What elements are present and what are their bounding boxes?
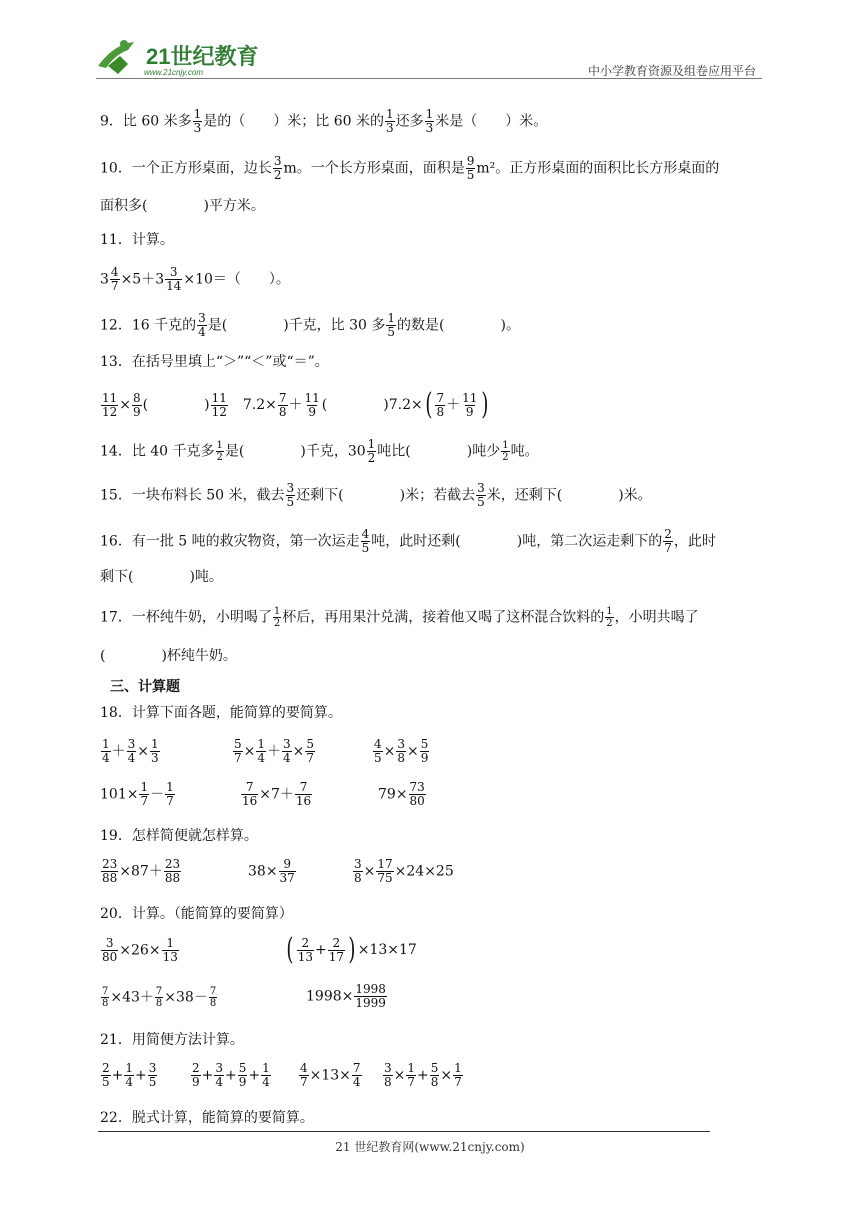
- header-platform-text: 中小学教育资源及组卷应用平台: [587, 64, 756, 78]
- svg-text:21世纪教育: 21世纪教育: [146, 44, 259, 69]
- q20-expr-3: $\frac{7}{8}$ ×43＋ $\frac{7}{8}$ ×38－ $\frac{7}{8}$: [102, 986, 217, 1009]
- q21-expr-3: $\frac{4}{7}$ ×13× $\frac{7}{4}$: [300, 1061, 361, 1089]
- question-22: 22．脱式计算，能简算的要简算。: [100, 1110, 314, 1126]
- q18-expr-3: $\frac{4}{5}$ × $\frac{3}{8}$ × $\frac{5}{9}$: [374, 737, 429, 765]
- footer-text[interactable]: 21 世纪教育网(www.21cnjy.com): [335, 1140, 525, 1154]
- question-18: 18．计算下面各题，能简算的要简算。: [100, 705, 342, 721]
- question-10-line2: 面积多( )平方米。: [100, 198, 265, 214]
- question-11: 11．计算。: [100, 232, 174, 248]
- q20-expr-4: 1998× $\frac{1998}{1999}$: [306, 982, 386, 1010]
- question-10: 10．一个正方形桌面，边长 $\frac{3}{2}$ m。一个长方形桌面，面积是 $\frac{9}{5}$ m²。正方形桌面的面积比长方形桌面的: [100, 154, 720, 182]
- q18-expr-6: 79× $\frac{73}{80}$: [378, 780, 425, 808]
- question-11-expr: 3 $\frac{4}{7}$ ×5＋3 $\frac{3}{14}$ ×10＝（ ）。: [100, 265, 290, 293]
- question-16-line2: 剩下( )吨。: [100, 569, 223, 585]
- svg-text:www.21cnjy.com: www.21cnjy.com: [144, 68, 203, 77]
- header-divider: [96, 78, 762, 79]
- question-13: 13．在括号里填上“＞”“＜”或“＝”。: [100, 354, 329, 370]
- q21-expr-2: $\frac{2}{9}$ + $\frac{3}{4}$ + $\frac{5}{9}$ + $\frac{1}{4}$: [192, 1061, 270, 1089]
- section-heading-3: 三、计算题: [110, 679, 180, 695]
- q21-expr-4: $\frac{3}{8}$ × $\frac{1}{7}$ + $\frac{5}{8}$ × $\frac{1}{7}$: [384, 1061, 462, 1089]
- footer-divider: [98, 1131, 710, 1132]
- question-19: 19．怎样简便就怎样算。: [100, 828, 258, 844]
- q19-expr-3: $\frac{3}{8}$ × $\frac{17}{75}$ ×24×25: [354, 857, 454, 885]
- question-15: 15．一块布料长 50 米，截去 $\frac{3}{5}$ 还剩下( )米；若截去 $\frac{3}{5}$ 米，还剩下( )米。: [100, 481, 652, 509]
- logo-icon: [94, 36, 259, 78]
- q20-expr-1: $\frac{3}{80}$ ×26× $\frac{1}{13}$: [102, 936, 178, 964]
- question-12: 12．16 千克的 $\frac{3}{4}$ 是( )千克，比 30 多 $\frac{1}{5}$ 的数是( )。: [100, 311, 520, 339]
- question-20: 20．计算。（能简算的要简算）: [100, 906, 293, 922]
- question-9: 9．比 60 米多 $\frac{1}{3}$ 是的（ ）米；比 60 米的 $\frac{1}{3}$ 还多 $\frac{1}{3}$ 米是（ ）米。: [100, 107, 548, 135]
- q18-expr-5: $\frac{7}{16}$ ×7＋ $\frac{7}{16}$: [242, 780, 312, 808]
- question-17: 17．一杯纯牛奶，小明喝了 $\frac{1}{2}$ 杯后，再用果汁兑满，接着他又喝了这杯混合饮料的 $\frac{1}{2}$ ，小明共喝了: [100, 606, 699, 629]
- question-16: 16．有一批 5 吨的救灾物资，第一次运走 $\frac{4}{5}$ 吨，此时还剩( )吨，第二次运走剩下的 $\frac{2}{7}$ ，此时: [100, 527, 716, 555]
- q19-expr-1: $\frac{23}{88}$ ×87＋ $\frac{23}{88}$: [102, 857, 181, 885]
- q21-expr-1: $\frac{2}{5}$ + $\frac{1}{4}$ + $\frac{3}{5}$: [102, 1061, 157, 1089]
- question-21: 21．用简便方法计算。: [100, 1032, 244, 1048]
- q18-expr-1: $\frac{1}{4}$ ＋ $\frac{3}{4}$ × $\frac{1}{3}$: [102, 737, 159, 765]
- question-13-expr: $\frac{11}{12}$ × $\frac{8}{9}$ ( ) $\frac{11}{12}$ 7.2× $\frac{7}{8}$ ＋ $\frac{11}{9}$ ( )7.2×( $\frac{7}{8}$ ＋ $\frac{11}{9}$ ): [102, 387, 489, 422]
- q19-expr-2: 38× $\frac{9}{37}$: [248, 857, 295, 885]
- q18-expr-2: $\frac{5}{7}$ × $\frac{1}{4}$ ＋ $\frac{3}{4}$ × $\frac{5}{7}$: [234, 737, 315, 765]
- question-17-line2: ( )杯纯牛奶。: [100, 648, 237, 664]
- q20-expr-2: ( $\frac{2}{13}$ + $\frac{2}{17}$ ) ×13×17: [286, 932, 417, 967]
- question-14: 14．比 40 千克多 $\frac{1}{2}$ 是( )千克，30 $\frac{1}{2}$ 吨比( )吨少 $\frac{1}{2}$ 吨。: [100, 437, 539, 465]
- q18-expr-4: 101× $\frac{1}{7}$ － $\frac{1}{7}$: [100, 780, 174, 808]
